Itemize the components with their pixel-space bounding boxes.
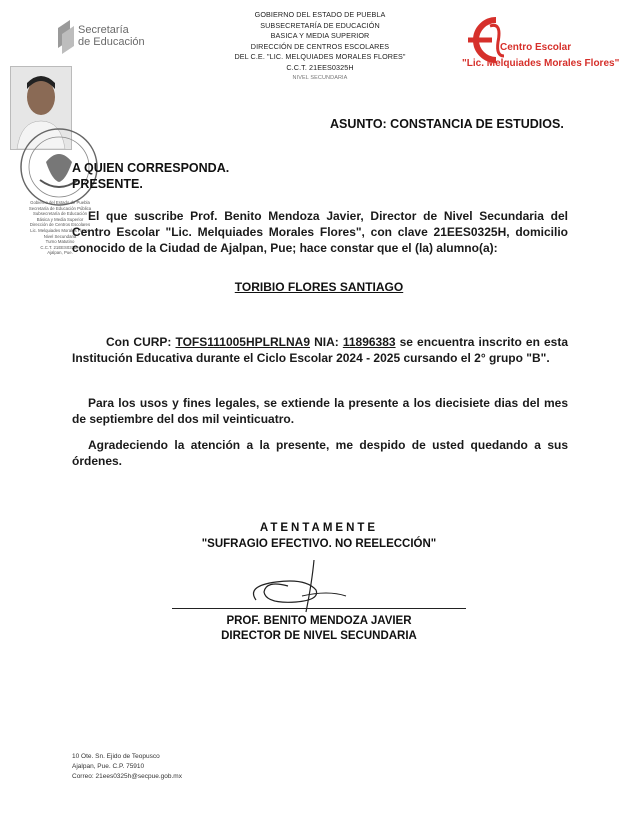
nia-value: 11896383 <box>342 335 396 349</box>
student-name: TORIBIO FLORES SANTIAGO <box>234 280 404 294</box>
signer-block <box>0 614 638 644</box>
paragraph-intro: El que suscribe Prof. Benito Mendoza Javier, Director de Nivel Secundaria del Centro Escolar "Lic. Melquiades Morales Flores", con clave 21EES0325H, domicilio conocido de la Ciudad de Ajalpan, Pue; hace constar que el (la) alumno(a): <box>72 209 568 255</box>
closing-word: ATENTAMENTE <box>259 522 379 534</box>
institution-header: GOBIERNO DEL ESTADO DE PUEBLA SUBSECRETARÍA DE EDUCACIÓN BASICA Y MEDIA SUPERIOR DIRECCIÓN DE CENTROS ESCOLARES DEL C.E. "LIC. MELQUIADES MORALES FLORES" C.C.T. 21EES0325H NIVEL SECUNDARIA <box>234 10 406 81</box>
paragraph-enrollment: Con CURP: TOFS111005HPLRLNA9 NIA: 11896383 se encuentra inscrito en esta Institución Educativa durante el Ciclo Escolar 2024 - 2025 cursando el 2° grupo "B". <box>72 335 569 365</box>
subject-line: ASUNTO: CONSTANCIA DE ESTUDIOS. <box>330 117 564 131</box>
signature-line <box>172 608 466 609</box>
signature-icon <box>236 556 356 616</box>
seal-caption: Gobierno del Estado de Puebla Secretaría de Educación Pública Subsecretaría de Educación Básica y Media Superior Dirección de Centros Escolares Lic. Melquiades Morales Flores Nivel Secundaria Turno Matutino C.C.T. 21EES0325H Ajalpan, Pue. <box>28 200 92 256</box>
motto: "SUFRAGIO EFECTIVO. NO REELECCIÓN" <box>201 538 437 550</box>
signer-name: PROF. BENITO MENDOZA JAVIER <box>226 615 412 627</box>
greeting: A QUIEN CORRESPONDA. PRESENTE. <box>72 161 230 191</box>
paragraph-purpose: Para los usos y fines legales, se extiende la presente a los diecisiete dias del mes de septiembre del dos mil veinticuatro. <box>72 396 568 426</box>
paragraph-closing: Agradeciendo la atención a la presente, me despido de usted quedando a sus órdenes. <box>72 438 568 468</box>
signer-title: DIRECTOR DE NIVEL SECUNDARIA <box>221 630 417 642</box>
sep-logo-text: Secretaría de Educación <box>78 24 145 48</box>
school-logo-line2: "Lic. Melquiades Morales Flores" <box>462 58 620 69</box>
school-logo-line1: Centro Escolar <box>500 42 572 53</box>
footer-address: 10 Ote. Sn. Ejido de Teopusco Ajalpan, Pue. C.P. 75910 Correo: 21ees0325h@secpue.gob.mx <box>72 753 182 780</box>
curp-value: TOFS111005HPLRLNA9 <box>175 335 310 349</box>
